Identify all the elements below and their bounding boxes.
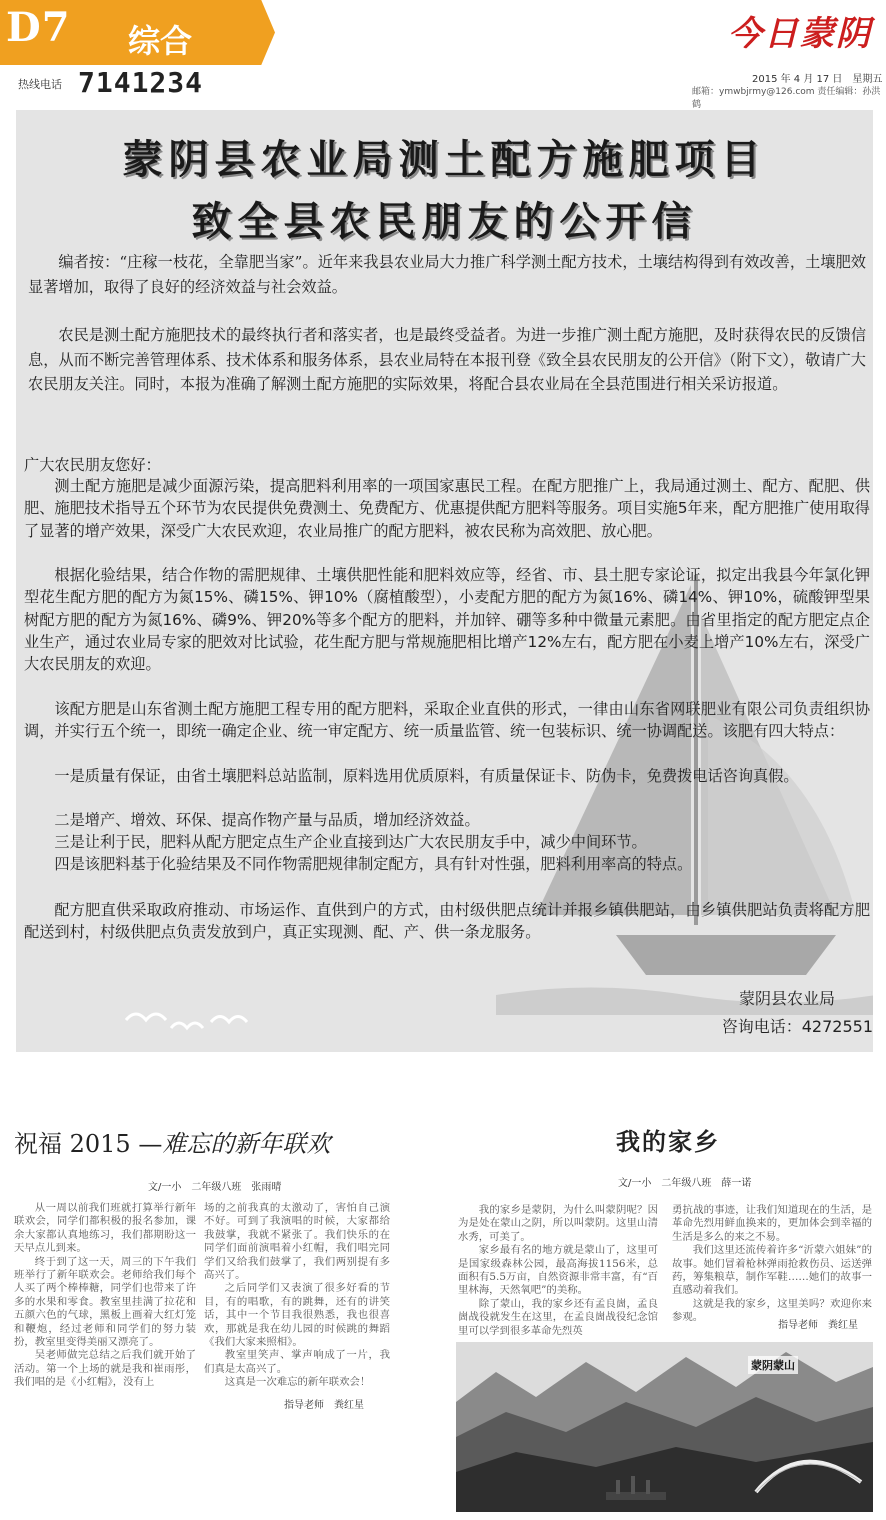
article-title-hometown: 我的家乡 (616, 1127, 720, 1156)
article-paragraph: 吴老师做完总结之后我们就开始了活动。第一个上场的就是我和崔雨彤，我们唱的是《小红帽》，没有上 (14, 1349, 196, 1389)
birds-illustration (116, 990, 316, 1040)
section-title: 综合 (128, 22, 193, 60)
editor-contact: 邮箱：ymwbjrmy@126.com 责任编辑：孙洪鹤 (692, 87, 881, 110)
article-paragraph: 我的家乡是蒙阴，为什么叫蒙阴呢？因为是处在蒙山之阴，所以叫蒙阴。这里山清水秀，可美了。 (458, 1204, 658, 1243)
hotline-number: 7141234 (78, 66, 204, 99)
article-paragraph: 场的之前我真的太激动了，害怕自己演不好。可到了我演唱的时候，大家都给我鼓掌，我就不紧张了。我们快乐的在同学们面前演唱着小红帽，我们唱完同学们又给我们鼓掌了，我们两别提有多高兴了。 (204, 1202, 390, 1282)
article-column (672, 1204, 872, 1325)
article-paragraph: 勇抗战的事迹，让我们知道现在的生活，是革命先烈用鲜血换来的，更加体会到幸福的生活是多么的来之不易。 (672, 1204, 872, 1243)
letter-paragraph: 根据化验结果，结合作物的需肥规律、土壤供肥性能和肥料效应等，经省、市、县土肥专家论证，拟定出我县今年氯化钾型花生配方肥的配方为氮15%、磷15%、钾10%（腐植酸型），小麦配方肥的配方为氮16%、磷14%、钾10%，硫酸钾型果树配方肥的配方为氮16%、磷9%、钾20%等多个配方的肥料，并加锌、硼等多种中微量元素肥。由省里指定的配方肥定点企业生产，通过农业局专家的肥效对比试验，花生配方肥与常规施肥相比增产12%左右，配方肥在小麦上增产10%左右，深受广大农民朋友的欢迎。 (24, 566, 870, 674)
article-title-accent: 难忘的新年联欢 (162, 1130, 331, 1158)
article-paragraph: 除了蒙山，我的家乡还有孟良崮，孟良崮战役就发生在这里，在孟良崮战役纪念馆里可以学到很多革命先烈英 (458, 1297, 658, 1337)
article-paragraph: 我们这里还流传着许多“沂蒙六姐妹”的故事。她们冒着枪林弹雨抢救伤员、运送弹药，筹集粮草，制作军鞋……她们的故事一直感动着我们。 (672, 1244, 872, 1297)
article-column (204, 1202, 390, 1390)
letter-paragraph: 二是增产、增效、环保、提高作物产量与品质，增加经济效益。 (54, 811, 480, 829)
article-column (14, 1202, 196, 1390)
article-paragraph: 从一周以前我们班就打算举行新年联欢会，同学们都积极的报名参加，课余大家都认真地练习，我们都期盼这一天早点儿到来。 (14, 1202, 196, 1255)
article-paragraph: 终于到了这一天，周三的下午我们班举行了新年联欢会。老师给我们每个人买了两个棒棒糖，同学们也带来了许多的水果和零食。教室里挂满了拉花和五颜六色的气球，黑板上画着大红灯笼和鞭炮，经过老师和同学们的努力装扮，教室里变得美丽又漂亮了。 (14, 1255, 196, 1349)
article-paragraph: 这真是一次难忘的新年联欢会！ (224, 1376, 371, 1389)
photo-caption: 蒙阴蒙山 (748, 1356, 798, 1374)
open-letter-box (16, 110, 873, 1052)
article-teacher: 指导老师 粪红星 (778, 1320, 858, 1331)
mountain-landscape-image (456, 1342, 873, 1512)
article-teacher: 指导老师 粪红星 (284, 1400, 364, 1411)
article-byline: 文/一小 二年级八班 薛一诺 (618, 1178, 752, 1189)
letter-paragraph: 四是该肥料基于化验结果及不同作物需肥规律制定配方，具有针对性强，肥料利用率高的特点。 (54, 855, 693, 873)
letter-paragraph: 一是质量有保证，由省土壤肥料总站监制，原料选用优质原料，有质量保证卡、防伪卡，免费拨电话咨询真假。 (54, 767, 799, 785)
article-paragraph: 家乡最有名的地方就是蒙山了，这里可是国家级森林公园，最高海拔1156米，总面积有5.5万亩，自然资源非常丰富，有“百里林海，天然氧吧”的美称。 (458, 1244, 658, 1297)
page-number: D7 (6, 4, 71, 51)
article-paragraph: 教室里笑声、掌声响成了一片，我们真是太高兴了。 (204, 1349, 390, 1375)
article-column (458, 1204, 658, 1338)
letter-greeting: 广大农民朋友您好： (24, 456, 161, 474)
article-byline: 文/一小 二年级八班 张雨晴 (148, 1182, 282, 1193)
letter-paragraph: 配方肥直供采取政府推动、市场运作、直供到户的方式，由村级供肥点统计并报乡镇供肥站，由乡镇供肥站负责将配方肥配送到村，村级供肥点负责发放到户，真正实现测、配、产、供一条龙服务。 (24, 901, 870, 942)
letter-signature: 蒙阴县农业局 (738, 989, 835, 1008)
letter-paragraph: 该配方肥是山东省测土配方施肥工程专用的配方肥料，采取企业直供的形式，一律由山东省网联肥业有限公司负责组织协调，并实行五个统一，即统一确定企业、统一审定配方、统一质量监管、统一包装标识、统一协调配送。该肥有四大特点： (24, 700, 870, 741)
hotline-label: 热线电话 (18, 78, 62, 91)
mengshan-photo (456, 1342, 873, 1512)
paper-name-logo: 今日蒙阴 (728, 14, 872, 54)
letter-paragraph: 三是让利于民，肥料从配方肥定点生产企业直接到达广大农民朋友手中，减少中间环节。 (54, 833, 647, 851)
letter-paragraph: 测土配方施肥是减少面源污染，提高肥料利用率的一项国家惠民工程。在配方肥推广上，我局通过测土、配方、配肥、供肥、施肥技术指导五个环节为农民提供免费测土、免费配方、优惠提供配方肥料等服务。项目实施5年来，配方肥推广使用取得了显著的增产效果，深受广大农民欢迎，农业局推广的配方肥料，被农民称为高效肥、放心肥。 (24, 477, 870, 540)
article-paragraph: 之后同学们又表演了很多好看的节目，有的唱歌，有的跳舞，还有的讲笑话，其中一个节目我很熟悉，我也很喜欢，那就是我在幼儿园的时候跳的舞蹈《我们大家来照相》。 (204, 1282, 390, 1349)
article-title-new-year (14, 1124, 330, 1159)
letter-title-line-2: 致全县农民朋友的公开信 (191, 198, 698, 245)
letter-title-line-1: 蒙阴县农业局测土配方施肥项目 (122, 136, 767, 183)
issue-date: 2015 年 4 月 17 日 星期五 (752, 74, 883, 85)
editor-note-paragraph: 农民是测土配方施肥技术的最终执行者和落实者，也是最终受益者。为进一步推广测土配方施肥，及时获得农民的反馈信息，从而不断完善管理体系、技术体系和服务体系，县农业局特在本报刊登《致全县农民朋友的公开信》（附下文），敬请广大农民朋友关注。同时，本报为准确了解测土配方施肥的实际效果，将配合县农业局在全县范围进行相关采访报道。 (28, 326, 866, 393)
editor-note-paragraph: 编者按：“庄稼一枝花，全靠肥当家”。近年来我县农业局大力推广科学测土配方技术，土壤结构得到有效改善，土壤肥效显著增加，取得了良好的经济效益与社会效益。 (28, 253, 866, 296)
article-paragraph: 这就是我的家乡，这里美吗？欢迎你来参观。 (672, 1297, 872, 1324)
consult-phone: 咨询电话：4272551 (721, 1017, 873, 1036)
article-title-main: 祝福 2015 — (14, 1130, 163, 1158)
